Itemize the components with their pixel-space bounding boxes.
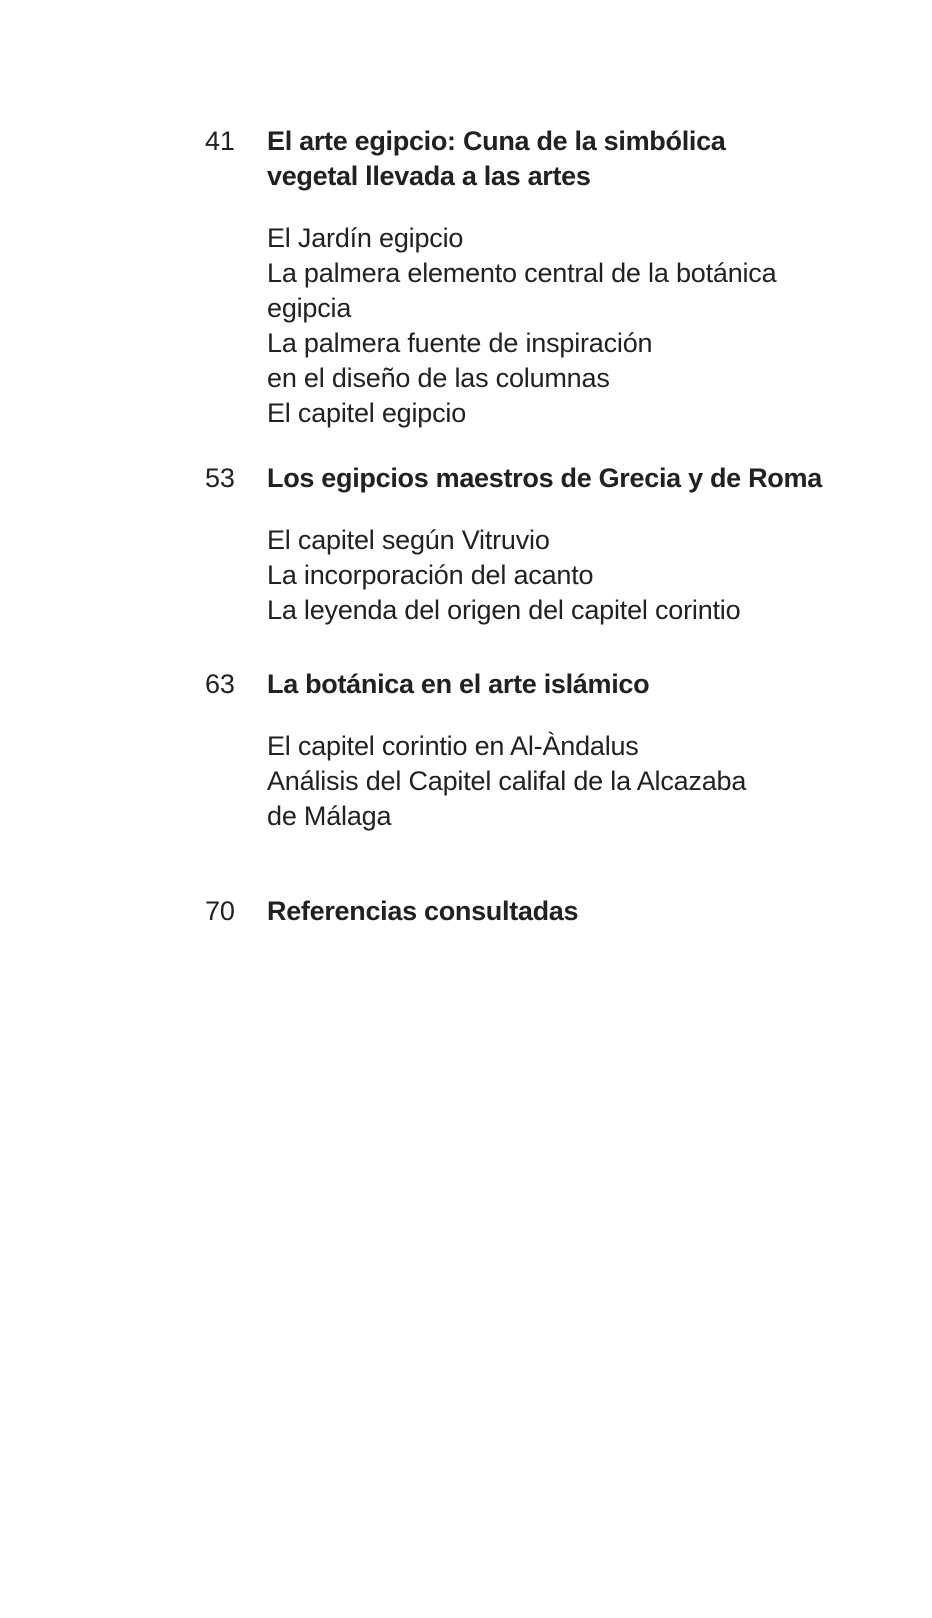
toc-section <box>205 124 872 431</box>
subsection-line: El capitel corintio en Al-Àndalus <box>267 731 639 761</box>
toc-entry <box>205 124 872 194</box>
subsection-entry <box>267 729 872 764</box>
toc-section <box>205 461 872 628</box>
page-number: 63 <box>205 669 235 699</box>
toc-entry <box>205 667 872 702</box>
subsection-line: La palmera fuente de inspiración <box>267 328 653 358</box>
subsection-line: de Málaga <box>267 801 392 831</box>
section-title-line: Referencias consultadas <box>267 896 579 926</box>
page-number: 41 <box>205 126 235 156</box>
section-title <box>267 894 872 929</box>
page-number: 70 <box>205 896 235 926</box>
subsection-line: Análisis del Capitel califal de la Alcazaba <box>267 766 747 796</box>
subsection-entry <box>267 396 872 431</box>
section-title <box>267 667 872 702</box>
subsection-list <box>267 221 872 431</box>
toc-section <box>205 667 872 834</box>
section-title <box>267 461 872 496</box>
subsection-entry <box>267 558 872 593</box>
subsection-entry <box>267 523 872 558</box>
section-title-line: La botánica en el arte islámico <box>267 669 650 699</box>
page-number: 53 <box>205 463 235 493</box>
subsection-entry <box>267 764 872 834</box>
subsection-entry <box>267 593 872 628</box>
section-title-line: Los egipcios maestros de Grecia y de Roma <box>267 463 822 493</box>
subsection-entry <box>267 256 872 326</box>
subsection-line: en el diseño de las columnas <box>267 363 610 393</box>
toc-entry <box>205 894 872 929</box>
subsection-line: La leyenda del origen del capitel corintio <box>267 595 741 625</box>
section-title <box>267 124 872 194</box>
section-title-line: El arte egipcio: Cuna de la simbólica <box>267 126 726 156</box>
subsection-line: La incorporación del acanto <box>267 560 594 590</box>
toc-section <box>205 894 872 929</box>
subsection-line: El capitel egipcio <box>267 398 467 428</box>
subsection-entry <box>267 221 872 256</box>
subsection-line: El capitel según Vitruvio <box>267 525 550 555</box>
subsection-entry <box>267 326 872 396</box>
subsection-line: egipcia <box>267 293 352 323</box>
subsection-line: El Jardín egipcio <box>267 223 464 253</box>
subsection-list <box>267 523 872 628</box>
subsection-list <box>267 729 872 834</box>
subsection-line: La palmera elemento central de la botánica <box>267 258 777 288</box>
section-title-line: vegetal llevada a las artes <box>267 161 591 191</box>
toc-entry <box>205 461 872 496</box>
